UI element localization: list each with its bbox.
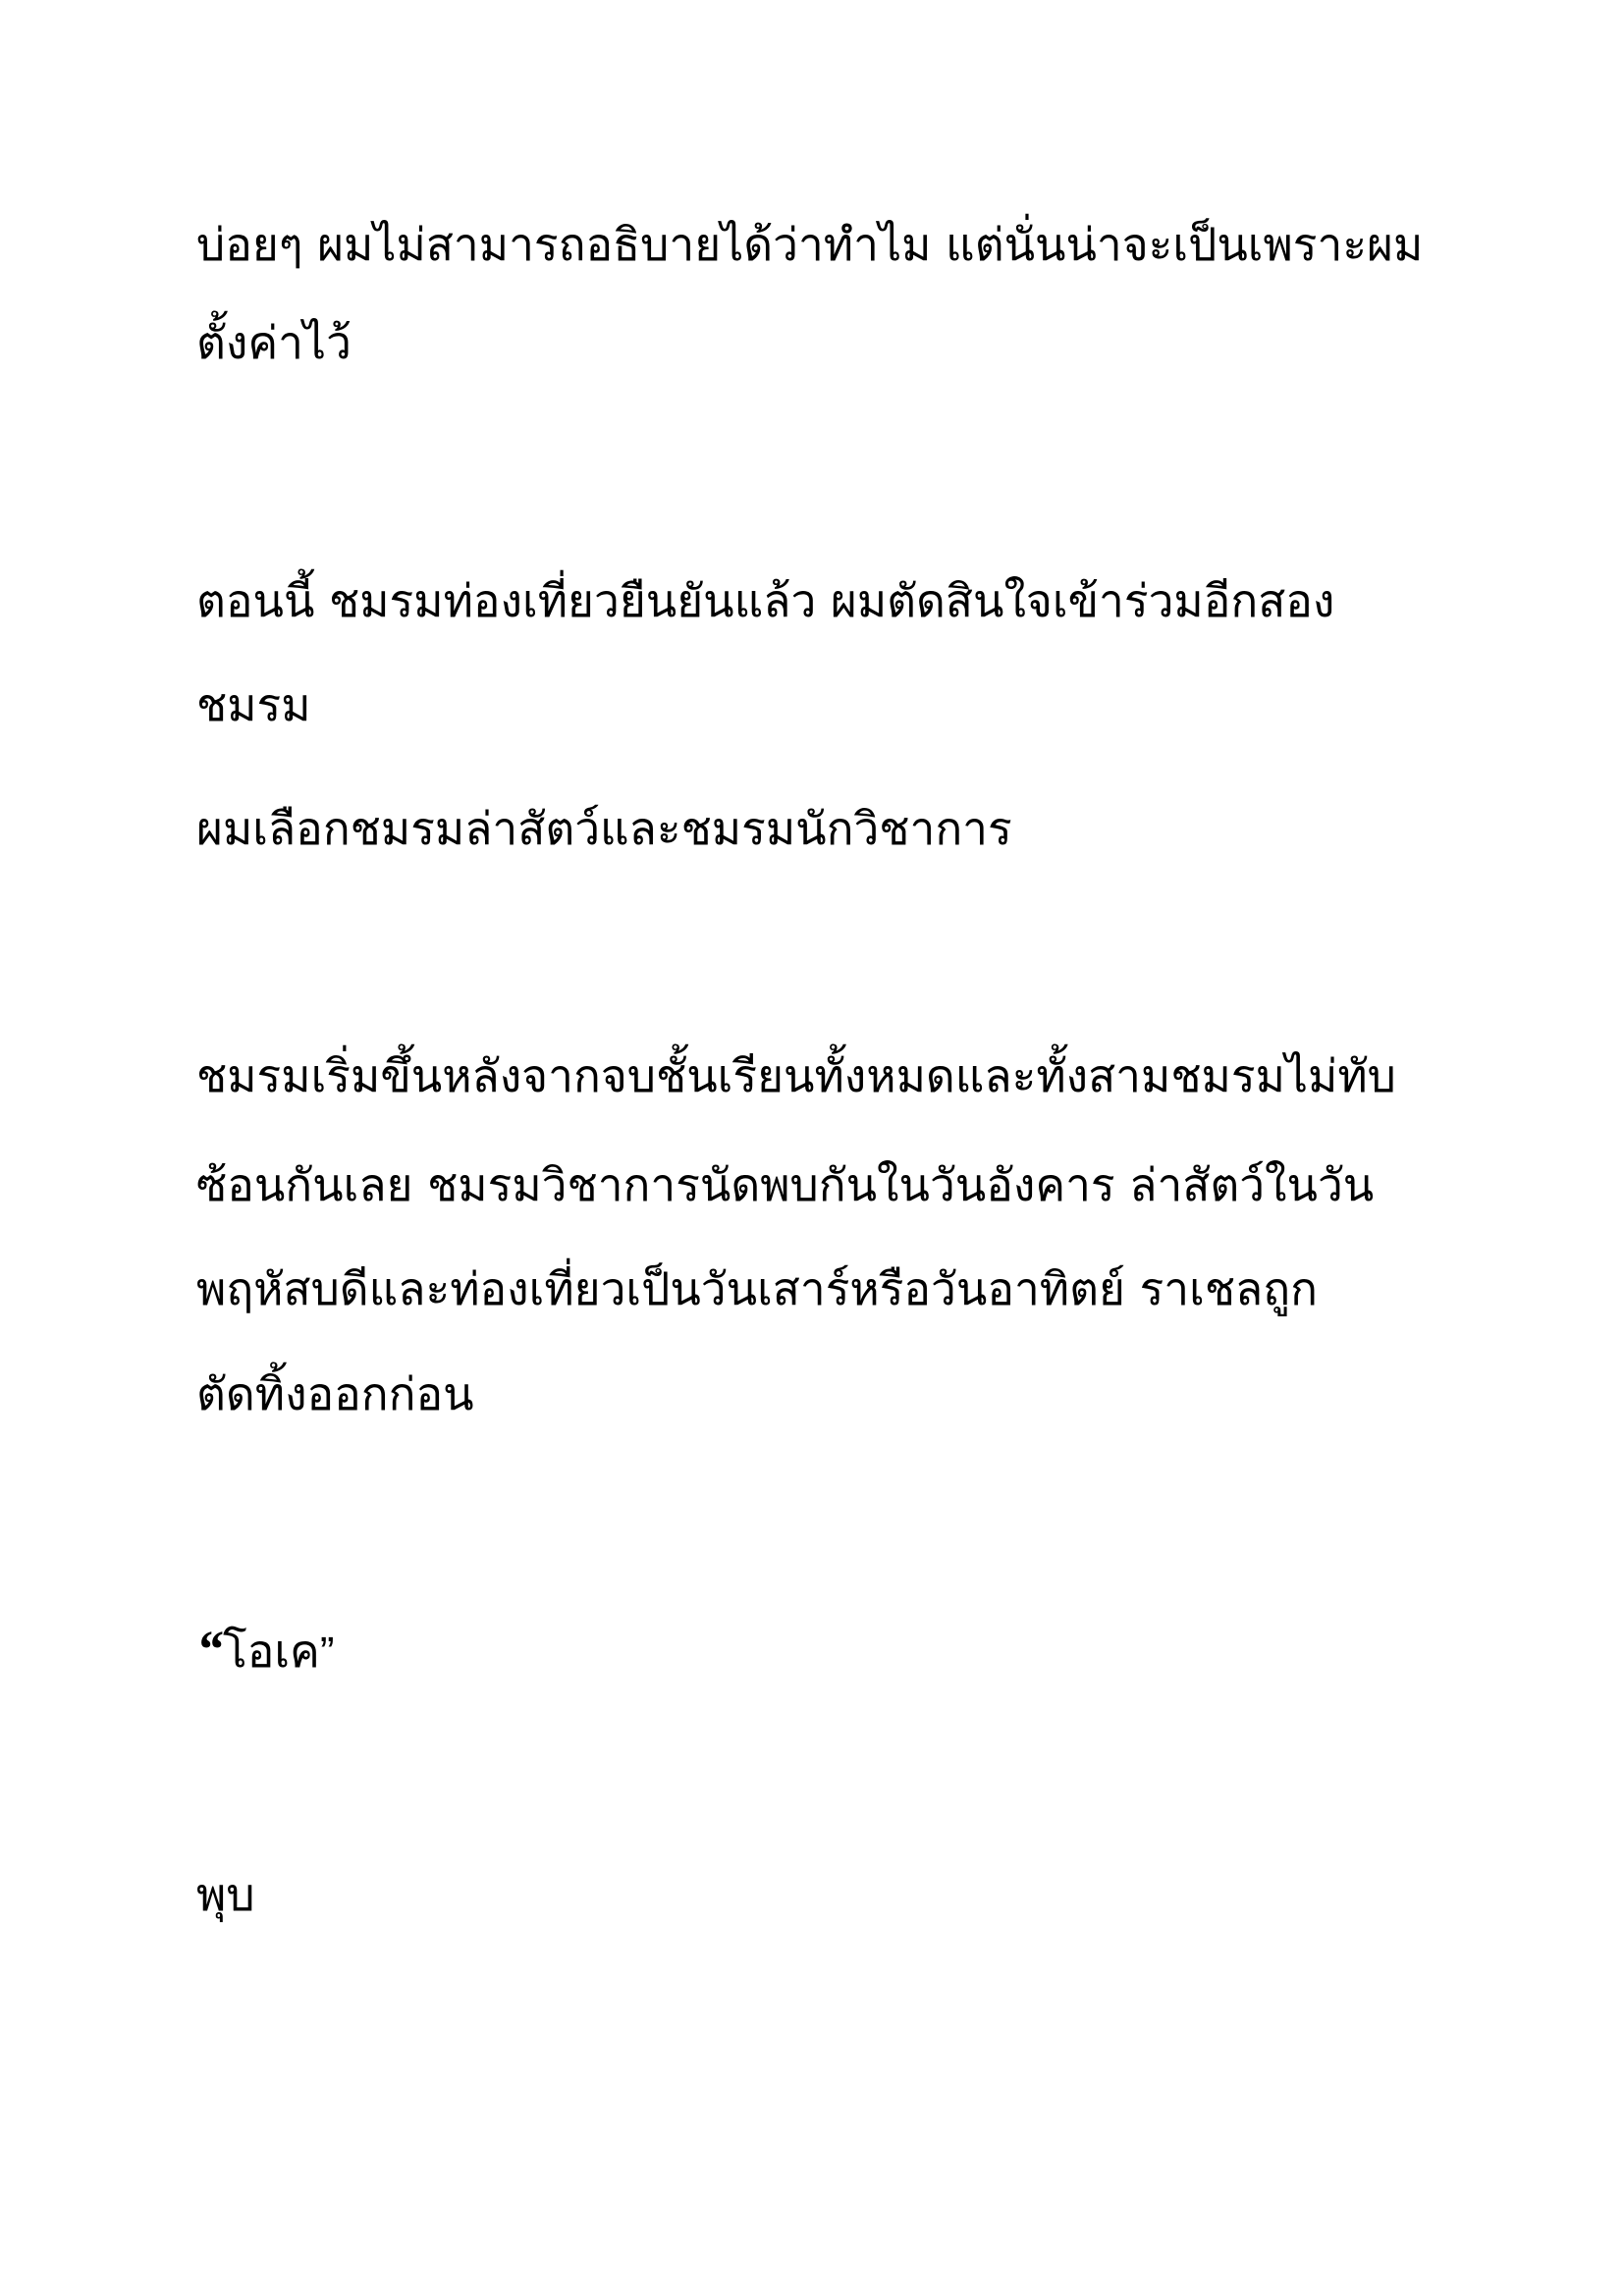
paragraph-line: พฤหัสบดีและท่องเที่ยวเป็นวันเสาร์หรือวันอาทิตย์ ราเชลถูก [196, 1262, 1318, 1315]
paragraph-line: ผมเลือกชมรมล่าสัตว์และชมรมนักวิชาการ [196, 802, 1012, 855]
close-quote: ” [319, 1629, 335, 1677]
paragraph-line: ตอนนี้ ชมรมท่องเที่ยวยืนยันแล้ว ผมตัดสินใจเข้าร่วมอีกสอง [196, 574, 1335, 627]
paragraph-line: บ่อยๆ ผมไม่สามารถอธิบายได้ว่าทำไม แต่นั่นน่าจะเป็นเพราะผม [196, 218, 1424, 271]
paragraph-line: ซ้อนกันเลย ชมรมวิชาการนัดพบกันในวันอังคาร ล่าสัตว์ในวัน [196, 1158, 1375, 1211]
paragraph-line: ชมรม [196, 678, 311, 731]
paragraph-line: ชมรมเริ่มขึ้นหลังจากจบชั้นเรียนทั้งหมดและทั้งสามชมรมไม่ทับ [196, 1049, 1396, 1102]
open-quote: “ [196, 1620, 223, 1679]
paragraph-line: ตั้งค่าไว้ [196, 316, 352, 369]
dialogue-text: โอเค [223, 1625, 320, 1678]
paragraph-line: พุบ [196, 1868, 255, 1921]
dialogue-line [196, 1618, 1473, 1684]
paragraph-line: ตัดทิ้งออกก่อน [196, 1367, 474, 1420]
